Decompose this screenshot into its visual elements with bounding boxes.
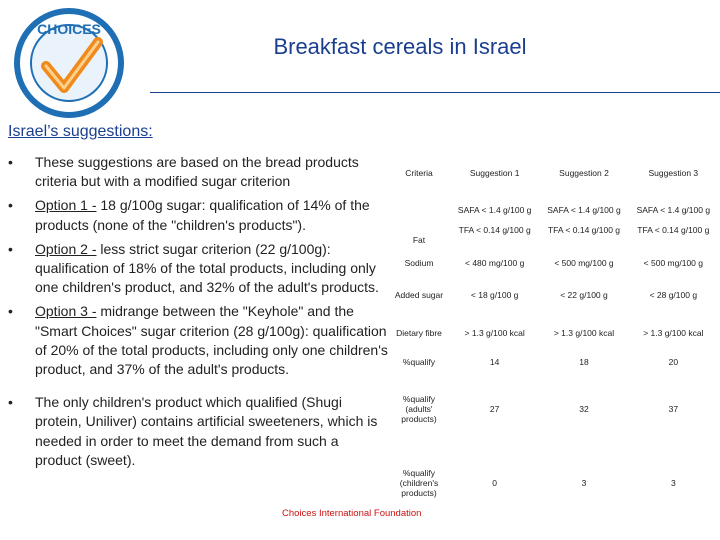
title-divider xyxy=(150,92,720,93)
table-cell: 37 xyxy=(668,404,679,414)
table-row xyxy=(388,315,718,351)
bullet-text: The only children's product which qualified (Shugi protein, Uniliver) contains artificial sweeteners, which is needed in order to meet the demand from such a product (sweet). xyxy=(35,394,378,468)
footer-credit: Choices International Foundation xyxy=(282,508,422,519)
bullet-text: These suggestions are based on the bread products criteria but with a modified sugar criterion xyxy=(35,154,359,190)
slide-header xyxy=(0,0,720,102)
table-cell: SAFA < 1.4 g/100 g TFA < 0.14 g/100 g xyxy=(547,205,621,235)
table-cell: Added sugar xyxy=(394,290,444,300)
table-cell: 20 xyxy=(668,357,679,367)
table-header-cell: Criteria xyxy=(405,168,433,178)
table-cell: SAFA < 1.4 g/100 g TFA < 0.14 g/100 g xyxy=(457,205,532,235)
table-row xyxy=(388,445,718,521)
svg-text:CHOICES: CHOICES xyxy=(37,21,101,37)
table-cell: < 28 g/100 g xyxy=(649,290,698,300)
bullet-list xyxy=(8,153,388,475)
choices-logo xyxy=(6,6,132,120)
table-cell: SAFA < 1.4 g/100 g TFA < 0.14 g/100 g xyxy=(636,205,711,235)
table-cell: 18 xyxy=(579,357,589,367)
table-row xyxy=(388,251,718,275)
bullet-item xyxy=(8,153,388,191)
slide-title: Breakfast cereals in Israel xyxy=(273,34,527,59)
bullet-text: less strict sugar criterion (22 g/100g): qualification of 18% of the total products, including only one children's product, and 32% of the adult's products. xyxy=(35,240,379,296)
table-header-cell: Suggestion 3 xyxy=(648,168,699,178)
table-cell: %qualify (adults' products) xyxy=(401,394,437,424)
option-2-label: Option 2 - xyxy=(35,240,97,257)
criteria-table xyxy=(388,157,718,521)
table-cell: 14 xyxy=(489,357,500,367)
table-row xyxy=(388,275,718,315)
bullet-marker: • xyxy=(8,240,13,257)
table-cell: < 500 mg/100 g xyxy=(554,258,614,268)
table-cell: < 500 mg/100 g xyxy=(643,258,703,268)
table-row xyxy=(388,351,718,373)
bullet-text: midrange between the "Keyhole" and the "Smart Choices" sugar criterion (28 g/100g): qualification of 20% of the total products, including only one children's product, and 37% of the adult's products. xyxy=(35,303,388,378)
bullet-marker: • xyxy=(8,394,13,411)
table-cell: > 1.3 g/100 kcal xyxy=(464,328,525,338)
table-cell: < 18 g/100 g xyxy=(470,290,519,300)
option-1-label: Option 1 - xyxy=(35,197,97,214)
bullet-item xyxy=(8,393,388,470)
section-title: Israel’s suggestions: xyxy=(8,123,153,140)
table-cell: 0 xyxy=(492,478,498,488)
bullet-marker: • xyxy=(8,197,13,214)
option-3-label: Option 3 - xyxy=(35,303,97,320)
table-cell: < 480 mg/100 g xyxy=(465,258,525,268)
table-cell: Fat xyxy=(412,235,426,245)
table-cell: 27 xyxy=(489,404,500,414)
table-header-row xyxy=(388,157,718,189)
table-cell: 3 xyxy=(581,478,587,488)
bullet-marker: • xyxy=(8,154,13,170)
table-header-cell: Suggestion 1 xyxy=(469,168,520,178)
table-cell: > 1.3 g/100 kcal xyxy=(553,328,615,338)
table-header-cell: Suggestion 2 xyxy=(559,168,609,178)
table-row xyxy=(388,189,718,251)
table-cell: 3 xyxy=(670,478,676,488)
table-cell: > 1.3 g/100 kcal xyxy=(643,328,704,338)
table-cell: < 22 g/100 g xyxy=(560,290,608,300)
bullet-marker: • xyxy=(8,303,13,320)
table-cell: Sodium xyxy=(404,258,434,268)
bullet-text: 18 g/100g sugar: qualification of 14% of the products (none of the "children's products"). xyxy=(35,197,370,233)
bullet-item xyxy=(8,240,388,298)
table-row xyxy=(388,373,718,445)
bullet-item xyxy=(8,302,388,379)
table-cell: Dietary fibre xyxy=(396,328,442,338)
table-cell: 32 xyxy=(579,404,589,414)
bullet-item xyxy=(8,196,388,234)
table-cell: %qualify (children's products) xyxy=(399,468,439,498)
table-cell: %qualify xyxy=(402,357,436,367)
